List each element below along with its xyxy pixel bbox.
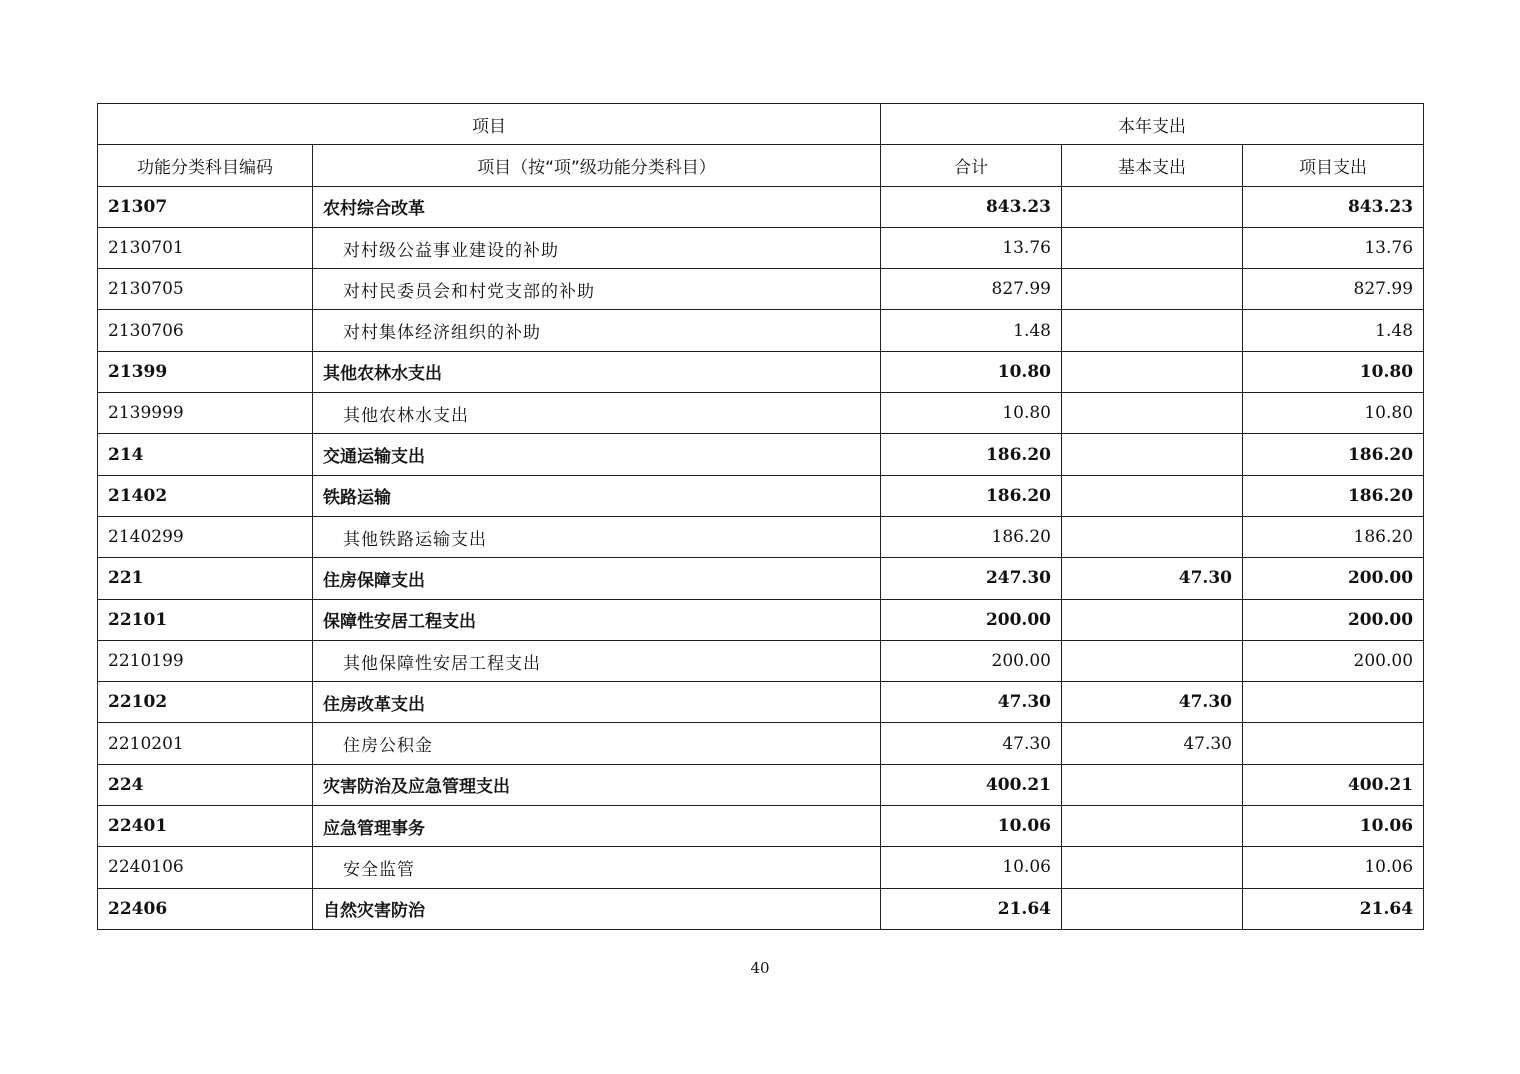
cell-total: 13.76: [881, 227, 1062, 268]
cell-total: 10.06: [881, 806, 1062, 847]
cell-project: 827.99: [1243, 269, 1424, 310]
header-basic: 基本支出: [1062, 145, 1243, 186]
cell-project: 400.21: [1243, 764, 1424, 805]
table-row: [98, 682, 1424, 723]
cell-basic: [1062, 227, 1243, 268]
cell-total: 247.30: [881, 558, 1062, 599]
cell-total: 200.00: [881, 599, 1062, 640]
cell-project: 10.06: [1243, 847, 1424, 888]
cell-project: 186.20: [1243, 434, 1424, 475]
cell-code: 22102: [98, 682, 313, 723]
cell-code: 2140299: [98, 516, 313, 557]
cell-code: 22401: [98, 806, 313, 847]
cell-name: 铁路运输: [313, 475, 881, 516]
table-row: [98, 806, 1424, 847]
cell-project: 843.23: [1243, 186, 1424, 227]
cell-name: 应急管理事务: [313, 806, 881, 847]
cell-basic: 47.30: [1062, 682, 1243, 723]
cell-total: 10.80: [881, 393, 1062, 434]
cell-name: 住房保障支出: [313, 558, 881, 599]
table-row: [98, 888, 1424, 929]
cell-project: 200.00: [1243, 640, 1424, 681]
cell-name: 保障性安居工程支出: [313, 599, 881, 640]
cell-total: 186.20: [881, 516, 1062, 557]
table-row: [98, 310, 1424, 351]
cell-total: 843.23: [881, 186, 1062, 227]
cell-code: 21307: [98, 186, 313, 227]
cell-name: 自然灾害防治: [313, 888, 881, 929]
cell-basic: [1062, 888, 1243, 929]
cell-basic: [1062, 764, 1243, 805]
cell-basic: [1062, 351, 1243, 392]
table-row: [98, 516, 1424, 557]
cell-total: 47.30: [881, 682, 1062, 723]
cell-basic: 47.30: [1062, 558, 1243, 599]
cell-name: 灾害防治及应急管理支出: [313, 764, 881, 805]
cell-project: 13.76: [1243, 227, 1424, 268]
header-current-year-expense: 本年支出: [881, 104, 1424, 145]
table-row: [98, 475, 1424, 516]
cell-code: 2210201: [98, 723, 313, 764]
cell-basic: [1062, 806, 1243, 847]
cell-name: 其他铁路运输支出: [313, 516, 881, 557]
cell-basic: [1062, 599, 1243, 640]
cell-name: 交通运输支出: [313, 434, 881, 475]
cell-name: 其他农林水支出: [313, 393, 881, 434]
cell-name: 安全监管: [313, 847, 881, 888]
header-total: 合计: [881, 145, 1062, 186]
cell-name: 其他农林水支出: [313, 351, 881, 392]
cell-code: 21402: [98, 475, 313, 516]
cell-total: 10.06: [881, 847, 1062, 888]
cell-project: 200.00: [1243, 599, 1424, 640]
cell-code: 2139999: [98, 393, 313, 434]
cell-project: 186.20: [1243, 516, 1424, 557]
cell-project: 200.00: [1243, 558, 1424, 599]
cell-project: 1.48: [1243, 310, 1424, 351]
cell-total: 21.64: [881, 888, 1062, 929]
cell-code: 221: [98, 558, 313, 599]
cell-code: 2210199: [98, 640, 313, 681]
cell-total: 400.21: [881, 764, 1062, 805]
cell-basic: [1062, 516, 1243, 557]
table-row: [98, 186, 1424, 227]
table-row: [98, 227, 1424, 268]
header-row-group: [98, 104, 1424, 145]
cell-basic: 47.30: [1062, 723, 1243, 764]
cell-name: 其他保障性安居工程支出: [313, 640, 881, 681]
cell-code: 224: [98, 764, 313, 805]
table-row: [98, 764, 1424, 805]
cell-basic: [1062, 310, 1243, 351]
cell-total: 10.80: [881, 351, 1062, 392]
cell-project: 186.20: [1243, 475, 1424, 516]
table-row: [98, 558, 1424, 599]
table-row: [98, 599, 1424, 640]
page-number: 40: [750, 959, 770, 977]
cell-total: 47.30: [881, 723, 1062, 764]
cell-project: 10.80: [1243, 351, 1424, 392]
header-row-columns: [98, 145, 1424, 186]
table-row: [98, 847, 1424, 888]
cell-basic: [1062, 847, 1243, 888]
table-row: [98, 269, 1424, 310]
cell-code: 2130706: [98, 310, 313, 351]
table-row: [98, 723, 1424, 764]
cell-project: 10.06: [1243, 806, 1424, 847]
cell-basic: [1062, 186, 1243, 227]
cell-total: 200.00: [881, 640, 1062, 681]
cell-name: 对村级公益事业建设的补助: [313, 227, 881, 268]
cell-name: 对村集体经济组织的补助: [313, 310, 881, 351]
cell-project: [1243, 682, 1424, 723]
header-project-group: 项目: [98, 104, 881, 145]
cell-name: 住房改革支出: [313, 682, 881, 723]
cell-code: 22101: [98, 599, 313, 640]
cell-code: 2130705: [98, 269, 313, 310]
cell-total: 186.20: [881, 475, 1062, 516]
cell-basic: [1062, 393, 1243, 434]
cell-project: 10.80: [1243, 393, 1424, 434]
header-code: 功能分类科目编码: [98, 145, 313, 186]
cell-project: [1243, 723, 1424, 764]
table-row: [98, 434, 1424, 475]
cell-total: 1.48: [881, 310, 1062, 351]
table-row: [98, 351, 1424, 392]
cell-basic: [1062, 640, 1243, 681]
cell-code: 22406: [98, 888, 313, 929]
cell-name: 对村民委员会和村党支部的补助: [313, 269, 881, 310]
cell-name: 住房公积金: [313, 723, 881, 764]
cell-project: 21.64: [1243, 888, 1424, 929]
cell-code: 214: [98, 434, 313, 475]
cell-basic: [1062, 434, 1243, 475]
table-row: [98, 640, 1424, 681]
cell-code: 2130701: [98, 227, 313, 268]
cell-name: 农村综合改革: [313, 186, 881, 227]
table-row: [98, 393, 1424, 434]
cell-total: 186.20: [881, 434, 1062, 475]
expenditure-table: [97, 103, 1424, 930]
header-name: 项目（按“项”级功能分类科目）: [313, 145, 881, 186]
cell-code: 21399: [98, 351, 313, 392]
cell-total: 827.99: [881, 269, 1062, 310]
cell-basic: [1062, 475, 1243, 516]
cell-basic: [1062, 269, 1243, 310]
header-project: 项目支出: [1243, 145, 1424, 186]
cell-code: 2240106: [98, 847, 313, 888]
